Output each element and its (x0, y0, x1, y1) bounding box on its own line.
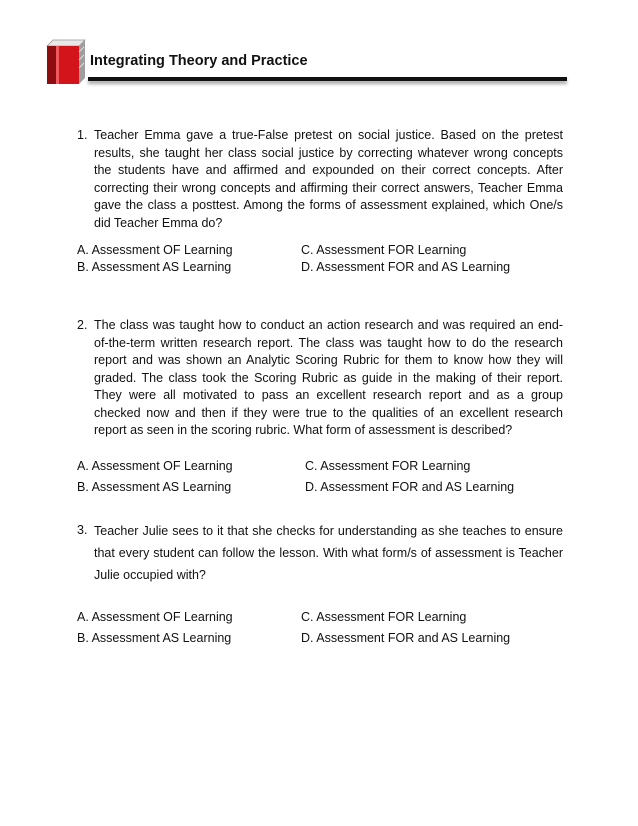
option-b: B. Assessment AS Learning (77, 631, 232, 645)
red-book-icon (43, 38, 91, 86)
page-header (0, 0, 638, 90)
option-b: B. Assessment AS Learning (77, 260, 232, 274)
question-text: Teacher Emma gave a true-False pretest on social justice. Based on the pretest results, she taught her class social justice by correcting whatever wrong concepts the students have and affirmed and expounded on their correct concepts. After correcting their wrong concepts and affirming their correct answers, Teacher Emma gave the class a posttest. Among the forms of assessment explained, which One/s did Teacher Emma do? (94, 128, 563, 230)
question-number: 1. (77, 128, 88, 142)
question-2 (77, 317, 563, 440)
question-3 (77, 520, 563, 586)
page-title: Integrating Theory and Practice (90, 53, 308, 69)
option-c: C. Assessment FOR Learning (301, 610, 467, 624)
question-1 (77, 127, 563, 232)
question-number: 2. (77, 318, 88, 332)
option-a: A. Assessment OF Learning (77, 459, 233, 473)
header-divider (88, 77, 567, 81)
question-text: Teacher Julie sees to it that she checks for understanding as she teaches to ensure that every student can follow the lesson. With what form/s of assessment is Teacher Julie occupied with? (94, 524, 563, 582)
question-number: 3. (77, 523, 88, 537)
option-c: C. Assessment FOR Learning (305, 459, 471, 473)
option-b: B. Assessment AS Learning (77, 480, 232, 494)
option-d: D. Assessment FOR and AS Learning (301, 631, 511, 645)
option-d: D. Assessment FOR and AS Learning (301, 260, 511, 274)
option-a: A. Assessment OF Learning (77, 243, 233, 257)
question-text: The class was taught how to conduct an action research and was required an end-of-the-term written research report. The class was taught how to do the research report and was shown an Analytic Scoring Rubric for them to know how they will graded. The class took the Scoring Rubric as guide in the making of their report. They were all motivated to pass an excellent research report and as a group checked now and then if they were true to the qualities of an excellent research report as seen in the scoring rubric. What form of assessment is described? (94, 318, 563, 437)
option-c: C. Assessment FOR Learning (301, 243, 467, 257)
option-d: D. Assessment FOR and AS Learning (305, 480, 515, 494)
option-a: A. Assessment OF Learning (77, 610, 233, 624)
